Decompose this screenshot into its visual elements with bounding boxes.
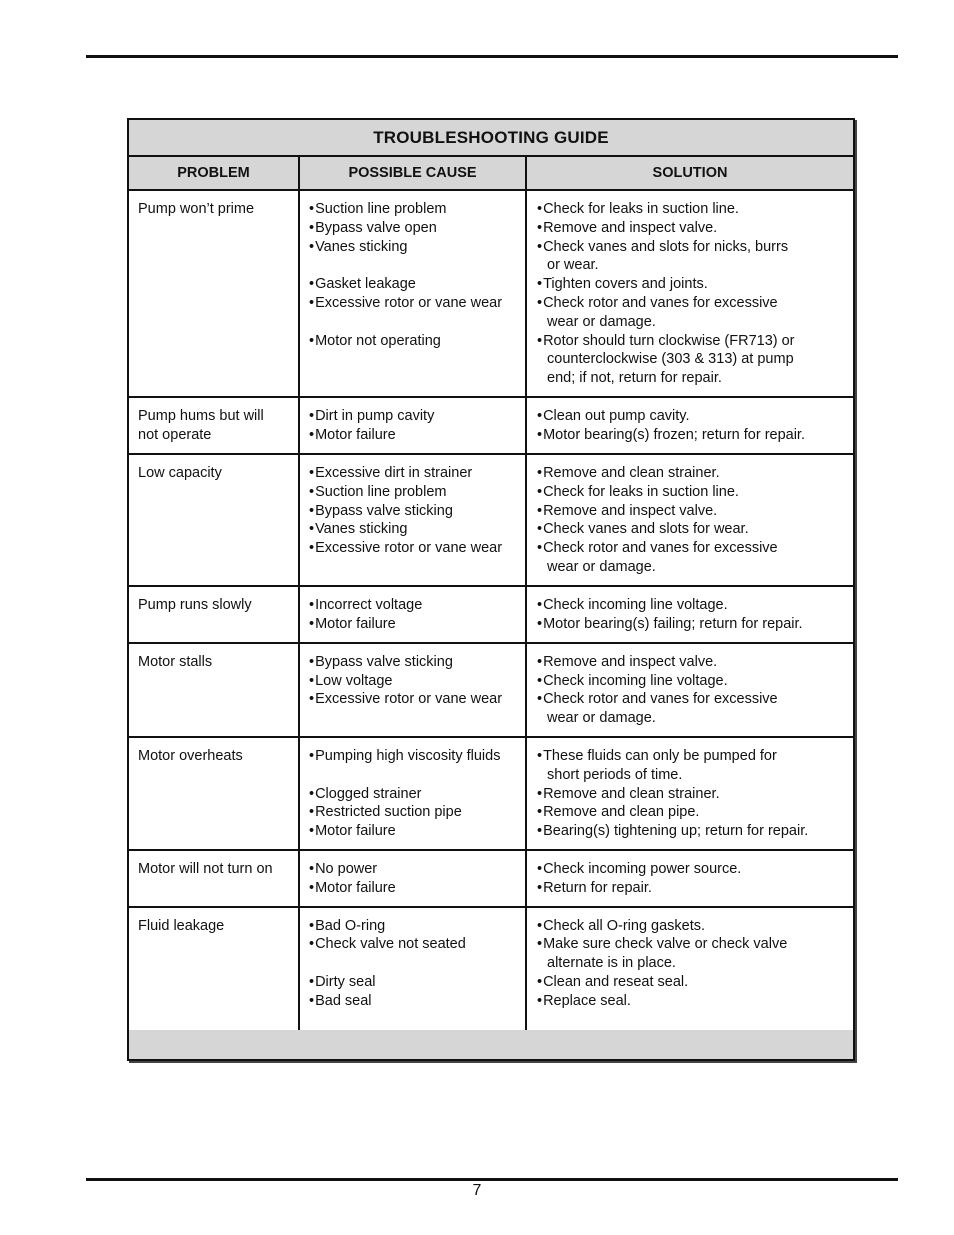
cause-item: • Motor failure — [309, 615, 517, 634]
troubleshooting-table — [129, 157, 853, 1036]
solution-item: short periods of time. — [547, 766, 683, 783]
cause-item: • Incorrect voltage — [309, 596, 517, 615]
cause-item: • Motor failure — [309, 822, 517, 841]
cause-item — [309, 313, 517, 332]
problem-cell — [129, 586, 299, 643]
page-number: 7 — [472, 1182, 482, 1199]
problem-cell — [129, 190, 299, 397]
cause-item: • Motor failure — [309, 426, 517, 445]
solution-item: • Motor bearing(s) frozen; return for repair. — [537, 426, 845, 445]
solution-item: • Remove and clean strainer. — [537, 785, 845, 804]
cause-cell — [299, 737, 526, 850]
cause-item: • Suction line problem — [309, 200, 517, 219]
cause-item: • Bypass valve open — [309, 219, 517, 238]
cause-item: • Motor not operating — [309, 332, 517, 351]
solution-item: • Remove and inspect valve. — [537, 653, 845, 672]
solution-item: • Rotor should turn clockwise (FR713) or — [537, 332, 845, 351]
solution-item: • Replace seal. — [537, 992, 845, 1011]
cause-item: • Motor failure — [309, 879, 517, 898]
solution-cell — [526, 737, 853, 850]
table-row — [129, 586, 853, 643]
solution-item: or wear. — [547, 257, 599, 274]
solution-item: • Check for leaks in suction line. — [537, 200, 845, 219]
solution-item: • Remove and inspect valve. — [537, 219, 845, 238]
table-row — [129, 737, 853, 850]
solution-item: alternate is in place. — [547, 955, 676, 972]
solution-item: counterclockwise (303 & 313) at pump — [547, 351, 794, 368]
solution-item: • Check incoming line voltage. — [537, 672, 845, 691]
cause-cell — [299, 454, 526, 586]
troubleshooting-guide — [127, 118, 855, 1061]
solution-item: • Check for leaks in suction line. — [537, 483, 845, 502]
solution-item: • Remove and clean pipe. — [537, 803, 845, 822]
cause-item: • Excessive dirt in strainer — [309, 464, 517, 483]
problem-text: Motor overheats — [138, 747, 243, 764]
problem-text: not operate — [138, 426, 212, 443]
solution-item: • Return for repair. — [537, 879, 845, 898]
solution-item: • Check vanes and slots for nicks, burrs — [537, 238, 845, 257]
cause-item: • Excessive rotor or vane wear — [309, 539, 517, 558]
cause-item: • Vanes sticking — [309, 238, 517, 257]
solution-item: • Tighten covers and joints. — [537, 275, 845, 294]
table-row — [129, 190, 853, 397]
table-row — [129, 907, 853, 1035]
solution-item: end; if not, return for repair. — [547, 370, 722, 387]
cause-item: • No power — [309, 860, 517, 879]
table-row — [129, 454, 853, 586]
bottom-rule — [86, 1178, 898, 1181]
cause-item — [309, 766, 517, 785]
solution-item: • Check rotor and vanes for excessive — [537, 294, 845, 313]
cause-item: • Dirt in pump cavity — [309, 407, 517, 426]
cause-item: • Restricted suction pipe — [309, 803, 517, 822]
problem-cell — [129, 397, 299, 454]
cause-item: • Pumping high viscosity fluids — [309, 747, 517, 766]
solution-item: • Check rotor and vanes for excessive — [537, 539, 845, 558]
problem-text: Low capacity — [138, 464, 222, 481]
problem-text: Fluid leakage — [138, 917, 225, 934]
problem-text: Pump hums but will — [138, 407, 264, 424]
guide-title: TROUBLESHOOTING GUIDE — [129, 120, 853, 157]
table-row — [129, 643, 853, 737]
cause-item: • Bad seal — [309, 992, 517, 1011]
cause-cell — [299, 397, 526, 454]
cause-item: • Dirty seal — [309, 973, 517, 992]
solution-item: wear or damage. — [547, 558, 656, 575]
problem-cell — [129, 737, 299, 850]
solution-item: • Remove and clean strainer. — [537, 464, 845, 483]
solution-item: • Check vanes and slots for wear. — [537, 520, 845, 539]
cause-item: • Excessive rotor or vane wear — [309, 294, 517, 313]
solution-item: • Clean out pump cavity. — [537, 407, 845, 426]
cause-item: • Clogged strainer — [309, 785, 517, 804]
cause-cell — [299, 850, 526, 907]
problem-cell — [129, 454, 299, 586]
solution-item: • Check incoming line voltage. — [537, 596, 845, 615]
cause-item — [309, 954, 517, 973]
solution-cell — [526, 586, 853, 643]
cause-cell — [299, 907, 526, 1035]
solution-item: • Check incoming power source. — [537, 860, 845, 879]
solution-cell — [526, 643, 853, 737]
solution-cell — [526, 907, 853, 1035]
solution-item: • Remove and inspect valve. — [537, 502, 845, 521]
problem-text: Motor will not turn on — [138, 860, 273, 877]
header-solution: SOLUTION — [526, 157, 853, 190]
table-footer-bar — [129, 1030, 853, 1059]
problem-text: Pump runs slowly — [138, 596, 252, 613]
top-rule — [86, 55, 898, 58]
cause-item: • Check valve not seated — [309, 935, 517, 954]
cause-cell — [299, 586, 526, 643]
problem-text: Motor stalls — [138, 653, 213, 670]
problem-cell — [129, 907, 299, 1035]
cause-item: • Low voltage — [309, 672, 517, 691]
solution-item: wear or damage. — [547, 710, 656, 727]
solution-item: • Bearing(s) tightening up; return for repair. — [537, 822, 845, 841]
solution-item: wear or damage. — [547, 313, 656, 330]
cause-item: • Suction line problem — [309, 483, 517, 502]
header-problem: PROBLEM — [129, 157, 299, 190]
cause-cell — [299, 190, 526, 397]
solution-item: • Clean and reseat seal. — [537, 973, 845, 992]
solution-cell — [526, 397, 853, 454]
solution-item: • Make sure check valve or check valve — [537, 935, 845, 954]
solution-item: • Check all O-ring gaskets. — [537, 917, 845, 936]
solution-item: • These fluids can only be pumped for — [537, 747, 845, 766]
solution-cell — [526, 454, 853, 586]
cause-cell — [299, 643, 526, 737]
cause-item: • Gasket leakage — [309, 275, 517, 294]
cause-item — [309, 256, 517, 275]
table-header-row — [129, 157, 853, 190]
cause-item: • Bad O-ring — [309, 917, 517, 936]
cause-item: • Bypass valve sticking — [309, 653, 517, 672]
problem-cell — [129, 643, 299, 737]
solution-cell — [526, 190, 853, 397]
problem-text: Pump won’t prime — [138, 201, 255, 217]
header-possible-cause: POSSIBLE CAUSE — [299, 157, 526, 190]
cause-item: • Vanes sticking — [309, 520, 517, 539]
solution-item: • Check rotor and vanes for excessive — [537, 690, 845, 709]
cause-item: • Excessive rotor or vane wear — [309, 690, 517, 709]
table-row — [129, 397, 853, 454]
solution-cell — [526, 850, 853, 907]
problem-cell — [129, 850, 299, 907]
solution-item: • Motor bearing(s) failing; return for repair. — [537, 615, 845, 634]
table-row — [129, 850, 853, 907]
cause-item: • Bypass valve sticking — [309, 502, 517, 521]
